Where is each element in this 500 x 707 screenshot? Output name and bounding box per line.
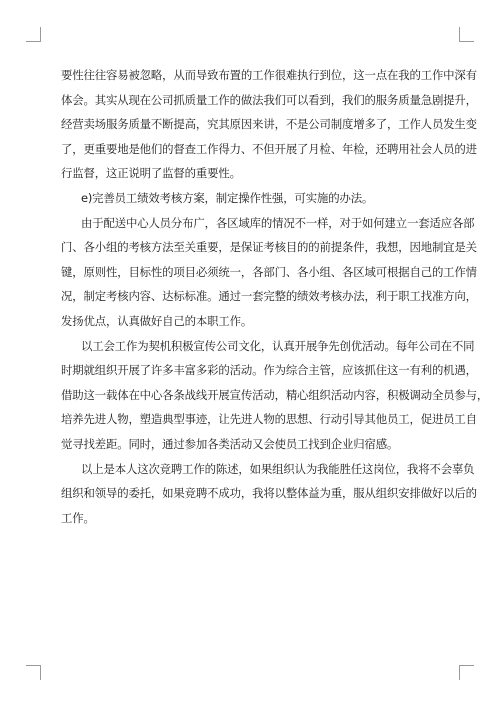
text-line: 发扬优点，认真做好自己的本职工作。: [61, 313, 253, 328]
section-heading: e)完善员工绩效考核方案，制定操作性强，可实施的办法。: [81, 190, 374, 205]
crop-mark-top-right: [459, 27, 474, 42]
text-line: 觉寻找差距。同时，通过参加各类活动又会使员工找到企业归宿感。: [61, 436, 399, 451]
text-line: 工作。: [61, 510, 95, 525]
document-body: [61, 63, 489, 530]
text-line: 组织和领导的委托，如果竞聘不成功，我将以整体益为重，服从组织安排做好以后的: [61, 486, 477, 501]
crop-mark-top-left: [26, 27, 41, 42]
text-line: 培养先进人物，塑造典型事迹，让先进人物的思想、行动引导其他员工，促进员工自: [61, 412, 477, 427]
text-line: 行监督，这正说明了监督的重要性。: [61, 166, 241, 181]
crop-mark-bottom-right: [459, 665, 474, 680]
text-line: 了，更重要地是他们的督查工作得力、不但开展了月检、年检，还聘用社会人员的进: [61, 141, 477, 156]
text-line: 以工会工作为契机积极宣传公司文化，认真开展争先创优活动。每年公司在不同: [81, 338, 475, 353]
text-line: 由于配送中心人员分布广，各区域库的情况不一样，对于如何建立一套适应各部: [81, 215, 475, 230]
text-line: 以上是本人这次竞聘工作的陈述，如果组织认为我能胜任这岗位，我将不会辜负: [81, 461, 475, 476]
text-line: 时期就组织开展了许多丰富多彩的活动。作为综合主管，应该抓住这一有利的机遇，: [61, 363, 477, 378]
text-line: 况，制定考核内容、达标标准。通过一套完整的绩效考核办法，利于职工找准方向，: [61, 289, 477, 304]
text-line: 体会。其实从现在公司抓质量工作的做法我们可以看到，我们的服务质量急剧提升，: [61, 92, 477, 107]
text-line: 要性往往容易被忽略，从而导致布置的工作很难执行到位，这一点在我的工作中深有: [61, 68, 477, 82]
crop-mark-bottom-left: [26, 665, 41, 680]
text-line: 键，原则性，目标性的项目必须统一，各部门、各小组、各区域可根据自己的工作情: [61, 264, 477, 279]
text-line: 经营卖场服务质量不断提高，究其原因来讲，不是公司制度增多了，工作人员发生变: [61, 117, 477, 132]
text-line: 门、各小组的考核方法至关重要，是保证考核目的的前提条件，我想，因地制宜是关: [61, 240, 477, 255]
text-line: 借助这一载体在中心各条战线开展宣传活动，精心组织活动内容，积极调动全员参与，: [61, 387, 489, 402]
